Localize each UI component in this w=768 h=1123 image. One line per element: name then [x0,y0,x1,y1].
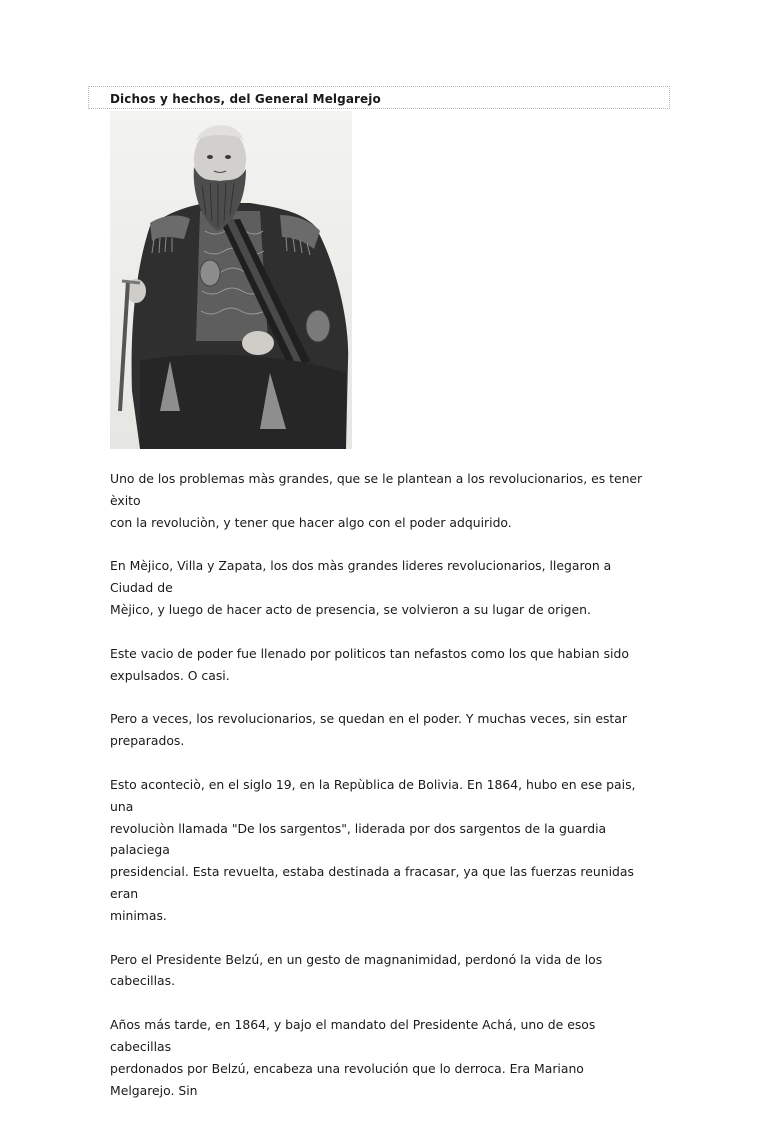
portrait-drawing [110,111,352,449]
paragraph [110,708,650,752]
text-line: Mèjico, y luego de hacer acto de presencia, se volvieron a su lugar de origen. [110,601,591,617]
text-line: Uno de los problemas màs grandes, que se le plantean a los revolucionarios, es tener èxito [110,471,643,508]
paragraph [110,555,650,620]
paragraph [110,774,650,927]
article-title: Dichos y hechos, del General Melgarejo [110,92,381,106]
text-line: Pero a veces, los revolucionarios, se quedan en el poder. Y muchas veces, sin estar [110,711,627,727]
text-line: preparados. [110,733,185,749]
text-line: minimas. [110,907,167,923]
text-line: Años más tarde, en 1864, y bajo el mandato del Presidente Achá, uno de esos cabecillas [110,1017,596,1054]
paragraph [110,643,650,687]
text-line: revoluciòn llamada "De los sargentos", liderada por dos sargentos de la guardia palaciega [110,820,607,858]
portrait-image [110,111,352,449]
text-line: Pero el Presidente Belzú, en un gesto de magnanimidad, perdonó la vida de los cabecillas. [110,951,603,989]
article-body [110,468,650,1123]
article-title-box [88,86,670,109]
text-line: Esto aconteciò, en el siglo 19, en la Repùblica de Bolivia. En 1864, hubo en ese pais, una [110,776,636,814]
paragraph [110,949,650,993]
text-line: con la revoluciòn, y tener que hacer algo con el poder adquirido. [110,514,512,530]
text-line: En Mèjico, Villa y Zapata, los dos màs grandes lideres revolucionarios, llegaron a Ciudad de [110,558,612,596]
text-line: presidencial. Esta revuelta, estaba destinada a fracasar, ya que las fuerzas reunidas eran [110,864,634,901]
text-line: Este vacio de poder fue llenado por politicos tan nefastos como los que habian sido [110,645,629,661]
text-line: expulsados. O casi. [110,667,230,683]
paragraph [110,468,650,533]
paragraph [110,1014,650,1101]
text-line: perdonados por Belzú, encabeza una revolución que lo derroca. Era Mariano Melgarejo. Sin [110,1060,584,1098]
